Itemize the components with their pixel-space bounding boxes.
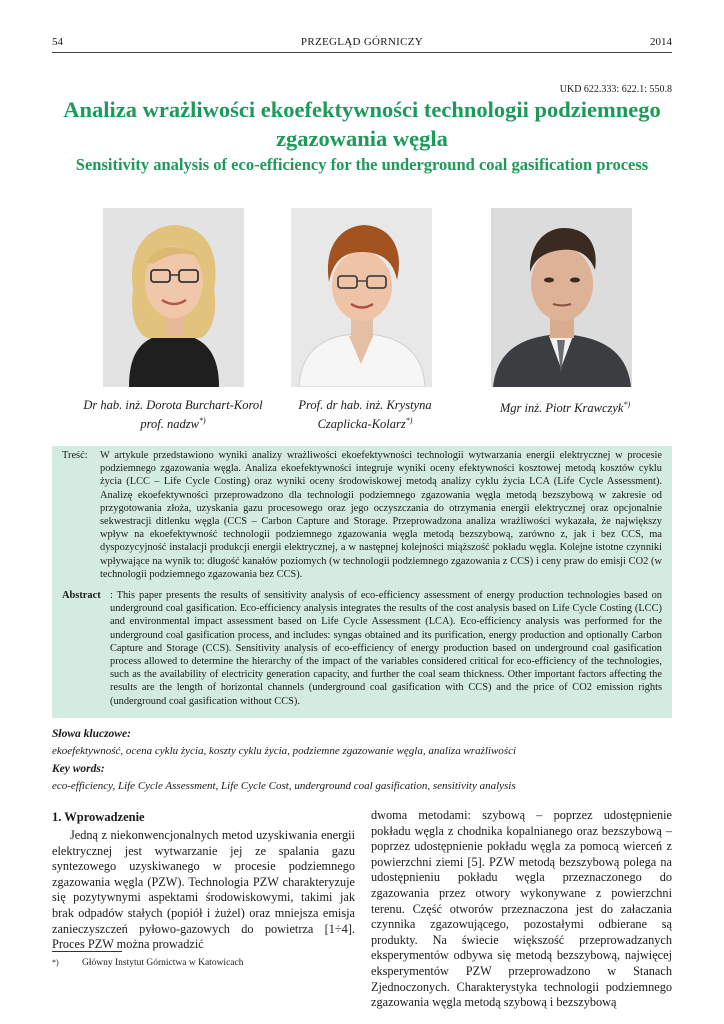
ukd-code: UKD 622.333: 622.1: 550.8 bbox=[559, 84, 672, 95]
keywords-en-heading: Key words: bbox=[52, 763, 105, 775]
author-name: Mgr inż. Piotr Krawczyk bbox=[499, 401, 624, 416]
author-name: Dr hab. inż. Dorota Burchart-Korol bbox=[83, 398, 263, 412]
title-polish: Analiza wrażliwości ekoefektywności technologii podziemnego zgazowania węgla bbox=[63, 97, 661, 151]
keywords-en-text: eco-efficiency, Life Cycle Assessment, Life Cycle Cost, underground coal gasification, sensitivity analysis bbox=[52, 780, 516, 792]
abstract-label: Abstract bbox=[62, 590, 101, 601]
paragraph: Jedną z niekonwencjonalnych metod uzyskiwania energii elektrycznej jest wytwarzanie jej ze spalania gazu syntezowego uzyskiwanego w procesie podziemnego zgazowania węgla (PZW). Technologia PZW charakteryzuje się pozytywnymi aspektami środowiskowymi, takimi jak brak odpadów stałych (popiół i żużel) oraz mniejsza emisja zanieczyszczeń pyłowo-gazowych do powietrza [1÷4]. Proces PZW można prowadzić bbox=[52, 828, 355, 952]
author-caption-1 bbox=[60, 397, 286, 432]
journal-name: PRZEGLĄD GÓRNICZY bbox=[300, 36, 424, 48]
footnote-mark: *) bbox=[623, 400, 631, 409]
keywords-pl-heading: Słowa kluczowe: bbox=[52, 728, 131, 740]
author-caption-2 bbox=[280, 397, 450, 432]
author-name: Prof. dr hab. inż. Krystyna bbox=[298, 398, 432, 412]
header-rule bbox=[52, 52, 672, 53]
author-caption-3 bbox=[470, 397, 660, 416]
journal-year: 2014 bbox=[650, 36, 672, 48]
footnote-mark: *) bbox=[198, 416, 206, 425]
abstract-box bbox=[52, 446, 672, 718]
footnote-mark: *) bbox=[405, 416, 413, 425]
footnote-text: Główny Instytut Górnictwa w Katowicach bbox=[82, 958, 244, 968]
author-title: prof. nadzw bbox=[140, 417, 199, 432]
keywords-pl-text: ekoefektywność, ocena cyklu życia, koszty cyklu życia, podziemne zgazowanie węgla, analiza wrażliwości bbox=[52, 745, 517, 757]
author-photo-3 bbox=[491, 208, 632, 387]
author-photo-1 bbox=[103, 208, 244, 387]
body-column-right bbox=[371, 808, 672, 1011]
author-name-cont: Czaplicka-Kolarz bbox=[317, 417, 406, 432]
tresc-label: Treść: bbox=[62, 450, 88, 461]
author-photo-2 bbox=[291, 208, 432, 387]
body-column-left bbox=[52, 828, 355, 953]
title-english: Sensitivity analysis of eco-efficiency for the underground coal gasification process bbox=[75, 155, 649, 174]
paragraph: dwoma metodami: szybową – poprzez udostępnienie pokładu węgla z chodnika kopalnianego oraz bezszybową – poprzez udostępnienie pokładu węgla za pomocą wierceń z powierzchni ziemi [5]. PZW metodą bezszybową polega na udostępnieniu pokładu węgla przeznaczonego do zgazowania przez otwory wykonywane z powierzchni terenu. Część otworów przeznaczona jest do załaczania czynnika zgazowującego, pozostałymi odbierane są produkty. Na świecie większość przeprowadzanych eksperymentów odbywa się metodą bezszybową, najwięcej eksperymentów PZW przeprowadzono w Stanach Zjednoczonych. Charakterystyka technologii podziemnego zgazowania węgla metodą szybową i bezszybową bbox=[371, 808, 672, 1010]
tresc-text: W artykule przedstawiono wyniki analizy wrażliwości ekoefektywności technologii wytwarzania energii elektrycznej w procesie podziemnego zgazowania węgla. Analiza ekoefektywności integruje wyniki oceny efektywności kosztowej metodą kosztów cyklu życia (LCC – Life Cycle Costing) oraz wyniki oceny środowiskowej metodą analizy cyklu życia LCA (Life Cycle Assessment). Analizę ekoefektywności przeprowadzono dla technologii podziemnego zgazowania węgla metodą bezszybową w zakresie od przygotowania złoża, uzyskania gazu procesowego oraz jego oczyszczania do otrzymania energii elektrycznej oraz opcjonalnie sekwestracji ditlenku węgla (CCS – Carbon Capture and Storage. Przeprowadzona analiza wrażliwości wykazała, że największy wpływ na ekoefektywność technologii podziemnego zgazowania węgla metodą bezszybową, zarówno z, jak i bez CCS, ma dyspozycyjność instalacji produkcji energii elektrycznej, a w następnej kolejności miąższość pokładu węgla. Kolejne istotne czynniki wpływające na wynik to: długość kanałów poziomych (w technologii podziemnego zgazowania z CCS) i ceny praw do emisji CO2 (w technologii podziemnego zgazowania bez CCS). bbox=[100, 450, 662, 580]
footnote-mark: *) bbox=[52, 958, 59, 967]
section-heading: 1. Wprowadzenie bbox=[52, 810, 145, 824]
running-header bbox=[52, 36, 672, 50]
footnote bbox=[52, 958, 243, 968]
footnote-rule bbox=[52, 951, 122, 952]
abstract-text: : This paper presents the results of sensitivity analysis of eco-efficiency assessment of energy production technologies based on underground coal gasification. Eco-efficiency analysis integrates the results of the cost analysis based on Life Cycle Costing (LCC) and environmental impact assessment based on Life Cycle Assessment (LCA). Eco-efficiency analysis was performed for the underground coal gasification process, and includes: syngas obtained and its purification, energy production and optionally Carbon Capture and Storage (CCS). Sensitivity analysis of eco-efficiency of energy production based on underground coal gasification process allowed to determine the hierarchy of the impact of the variables considered critical for eco-efficiency of the technologies, such as the availability of electricity generation capacity, and further the coal seam thickness. Other important factors affecting the results are the length of horizontal channels (underground coal gasification with CCS) and the price of CO2 emission rights (underground coal gasification without CCS). bbox=[110, 590, 662, 707]
page-number: 54 bbox=[52, 36, 63, 48]
